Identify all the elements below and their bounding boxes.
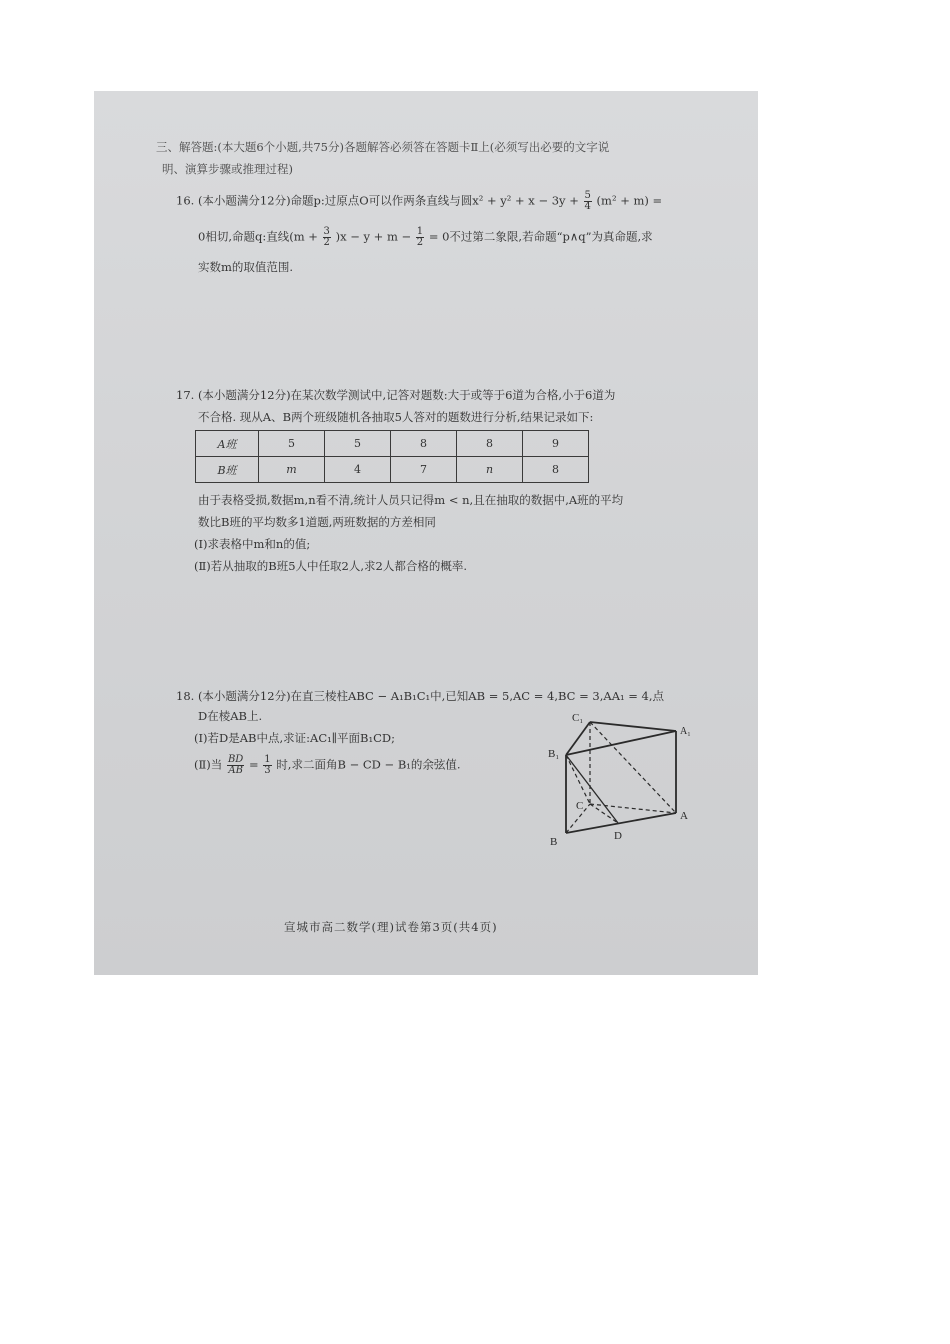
edge-b1-c <box>566 755 590 804</box>
fraction: $\frac{1}{3}$ <box>264 754 271 776</box>
fraction: $\frac{3}{2}$ <box>323 226 330 248</box>
table-cell: 8 <box>523 457 589 483</box>
section-heading: 三、解答题:(本大题6个小题,共75分)各题解答必须答在答题卡Ⅱ上(必须写出必要的文字说 <box>156 140 610 154</box>
q17-line2: 不合格. 现从A、B两个班级随机各抽取5人答对的题数进行分析,结果记录如下: <box>198 410 594 424</box>
q18-line1: 18. (本小题满分12分)在直三棱柱ABC − A₁B₁C₁中,已知AB = 5,AC = 4,BC = 3,AA₁ = 4,点 <box>176 689 665 703</box>
q16-line2: 0相切,命题q:直线(m + $\frac{3}{2}$ )x − y + m − $\frac{1}{2}$ = 0不过第二象限,若命题“p∧q”为真命题,求 <box>198 226 653 248</box>
row-label: A班 <box>196 431 259 457</box>
section-heading-cont: 明、演算步骤或推理过程) <box>162 162 293 176</box>
prism-diagram <box>546 709 706 849</box>
label-b1: B₁ <box>548 748 560 760</box>
score-table <box>195 430 589 483</box>
label-c1: C₁ <box>572 712 584 724</box>
label-a1: A₁ <box>680 726 691 737</box>
q17-part2: (Ⅱ)若从抽取的B班5人中任取2人,求2人都合格的概率. <box>194 559 467 573</box>
edge-c1-a <box>590 722 676 813</box>
table-row <box>196 457 589 483</box>
table-row <box>196 431 589 457</box>
q18-part1: (Ⅰ)若D是AB中点,求证:AC₁∥平面B₁CD; <box>194 731 396 745</box>
fraction: $\frac{1}{2}$ <box>416 226 424 248</box>
label-a: A <box>680 810 688 822</box>
edge-b1-d <box>566 755 618 823</box>
fraction: $\frac{5}{4}$ <box>584 190 591 212</box>
table-cell: m <box>259 457 325 483</box>
q17-line1: 17. (本小题满分12分)在某次数学测试中,记答对题数:大于或等于6道为合格,小于6道为 <box>176 388 616 402</box>
q16-line1: 16. (本小题满分12分)命题p:过原点O可以作两条直线与圆x² + y² + x − 3y + $\frac{5}{4}$ (m² + m) = <box>176 190 663 212</box>
label-b: B <box>550 836 558 848</box>
q17-line4: 数比B班的平均数多1道题,两班数据的方差相同 <box>198 515 436 529</box>
edge-b1-a1 <box>566 731 676 755</box>
fraction: $\frac{BD}{AB}$ <box>227 754 244 776</box>
q16-line3: 实数m的取值范围. <box>198 260 294 274</box>
table-cell: 9 <box>523 431 589 457</box>
edge-c1-a1 <box>590 722 676 731</box>
table-cell: 8 <box>391 431 457 457</box>
table-cell: n <box>457 457 523 483</box>
table-cell: 5 <box>325 431 391 457</box>
q18-part2: (Ⅱ)当 $\frac{BD}{AB}$ = $\frac{1}{3}$ 时,求二面角B − CD − B₁的余弦值. <box>194 754 461 776</box>
q17-line3: 由于表格受损,数据m,n看不清,统计人员只记得m < n,且在抽取的数据中,A班的平均 <box>198 493 624 507</box>
label-d: D <box>614 830 622 842</box>
table-cell: 4 <box>325 457 391 483</box>
exam-page <box>94 91 758 975</box>
label-c: C <box>576 800 584 812</box>
q18-line2: D在棱AB上. <box>198 709 263 723</box>
table-cell: 7 <box>391 457 457 483</box>
edge-c-a <box>590 804 676 813</box>
table-cell: 8 <box>457 431 523 457</box>
table-cell: 5 <box>259 431 325 457</box>
page-footer: 宣城市高二数学(理)试卷第3页(共4页) <box>284 920 498 934</box>
q17-part1: (Ⅰ)求表格中m和n的值; <box>194 537 311 551</box>
row-label: B班 <box>196 457 259 483</box>
